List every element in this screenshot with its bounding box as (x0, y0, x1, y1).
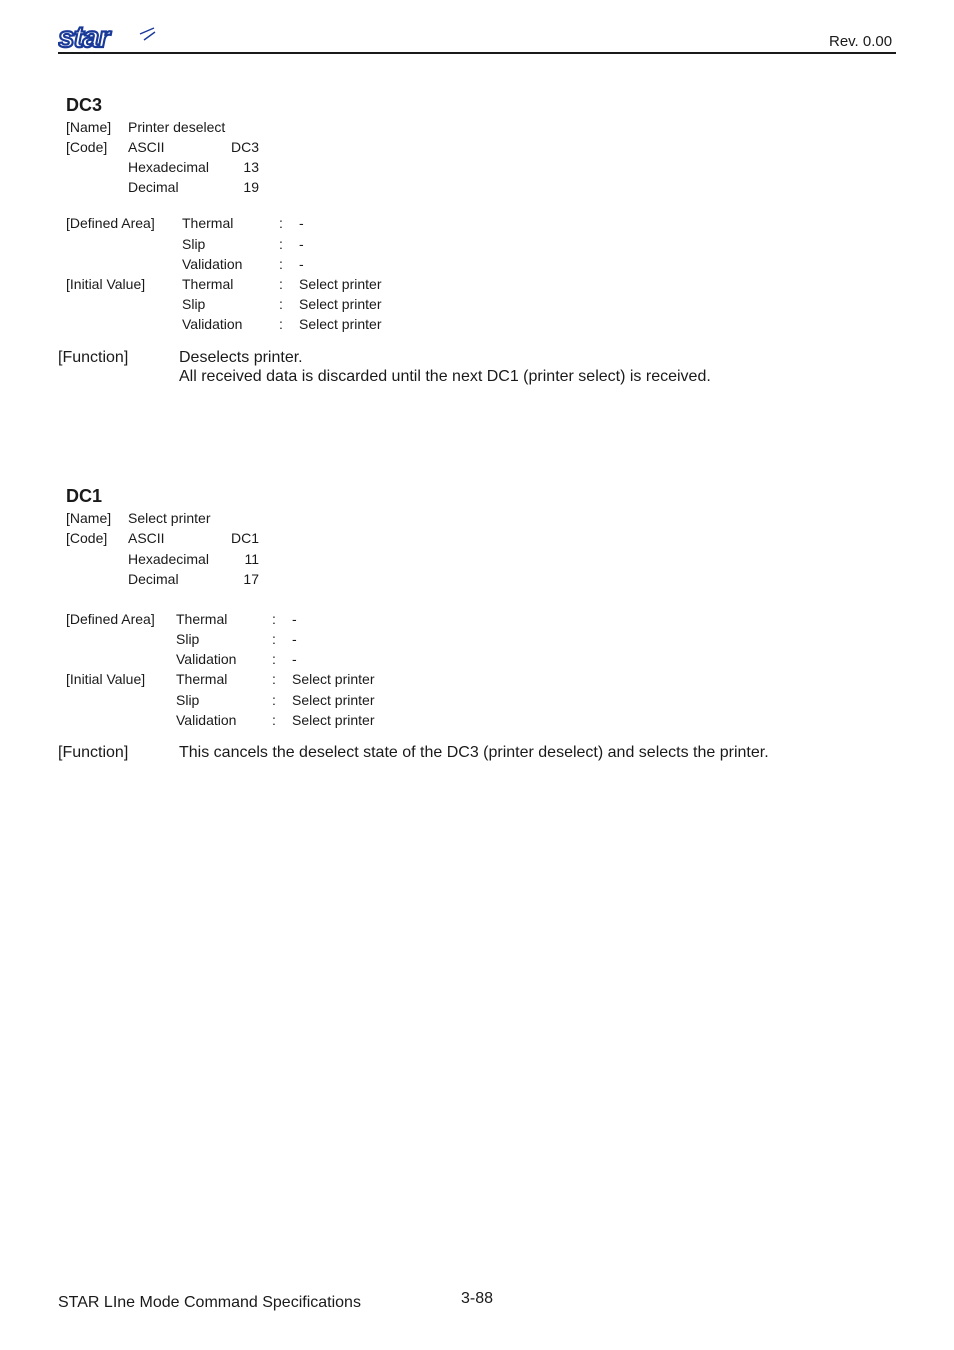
header-divider (58, 52, 896, 54)
code-type: Hexadecimal (128, 551, 209, 567)
name-value: Select printer (128, 510, 211, 526)
area-colon: : (272, 611, 276, 627)
initial-item: Validation (182, 316, 243, 332)
star-logo (58, 22, 158, 52)
section-title: DC3 (66, 95, 103, 115)
initial-colon: : (279, 296, 283, 312)
area-colon: : (279, 215, 283, 231)
area-item: Thermal (176, 611, 228, 627)
code-value: DC1 (230, 530, 259, 546)
footer-doc-title: STAR LIne Mode Command Specifications (58, 1294, 361, 1311)
function-text: This cancels the deselect state of the DC3 (printer deselect) and selects the printer. (179, 744, 769, 761)
initial-colon: : (279, 316, 283, 332)
code-type: ASCII (128, 530, 165, 546)
initial-colon: : (272, 712, 276, 728)
area-item: Validation (182, 256, 243, 272)
area-item: Thermal (182, 215, 234, 231)
function-text: All received data is discarded until the next DC1 (printer select) is received. (179, 368, 711, 385)
initial-value: Select printer (299, 296, 382, 312)
logo-star-icon (140, 28, 155, 40)
initial-value: Select printer (292, 712, 375, 728)
defined-area-label: [Defined Area] (66, 215, 155, 231)
initial-item: Validation (176, 712, 237, 728)
initial-value-label: [Initial Value] (66, 276, 146, 292)
initial-item: Slip (182, 296, 206, 312)
initial-item: Thermal (182, 276, 234, 292)
function-text: Deselects printer. (179, 349, 303, 366)
area-value: - (292, 631, 297, 647)
logo-wordmark: star (58, 22, 110, 52)
code-value: 17 (243, 571, 259, 587)
area-item: Validation (176, 651, 237, 667)
area-item: Slip (176, 631, 200, 647)
code-value: 11 (244, 551, 259, 567)
initial-value-label: [Initial Value] (66, 671, 146, 687)
initial-item: Thermal (176, 671, 228, 687)
name-label: [Name] (66, 510, 112, 526)
code-type: Hexadecimal (128, 159, 209, 175)
defined-area-label: [Defined Area] (66, 611, 155, 627)
function-label: [Function] (58, 744, 129, 761)
initial-colon: : (272, 671, 276, 687)
area-value: - (299, 236, 304, 252)
initial-value: Select printer (292, 692, 375, 708)
area-item: Slip (182, 236, 206, 252)
area-value: - (292, 611, 297, 627)
initial-item: Slip (176, 692, 200, 708)
area-value: - (299, 215, 304, 231)
page-number: 3-88 (461, 1290, 494, 1307)
revision-label: Rev. 0.00 (829, 33, 893, 50)
code-type: Decimal (128, 571, 179, 587)
name-label: [Name] (66, 119, 112, 135)
area-value: - (299, 256, 304, 272)
area-colon: : (272, 651, 276, 667)
section-title: DC1 (66, 486, 103, 506)
initial-colon: : (279, 276, 283, 292)
area-colon: : (279, 256, 283, 272)
code-label: [Code] (66, 139, 108, 155)
code-value: 13 (243, 159, 259, 175)
code-type: ASCII (128, 139, 165, 155)
code-label: [Code] (66, 530, 108, 546)
initial-value: Select printer (299, 276, 382, 292)
code-value: 19 (243, 179, 259, 195)
area-colon: : (279, 236, 283, 252)
area-value: - (292, 651, 297, 667)
initial-value: Select printer (292, 671, 375, 687)
area-colon: : (272, 631, 276, 647)
initial-value: Select printer (299, 316, 382, 332)
code-type: Decimal (128, 179, 179, 195)
function-label: [Function] (58, 349, 129, 366)
name-value: Printer deselect (128, 119, 226, 135)
initial-colon: : (272, 692, 276, 708)
code-value: DC3 (230, 139, 259, 155)
